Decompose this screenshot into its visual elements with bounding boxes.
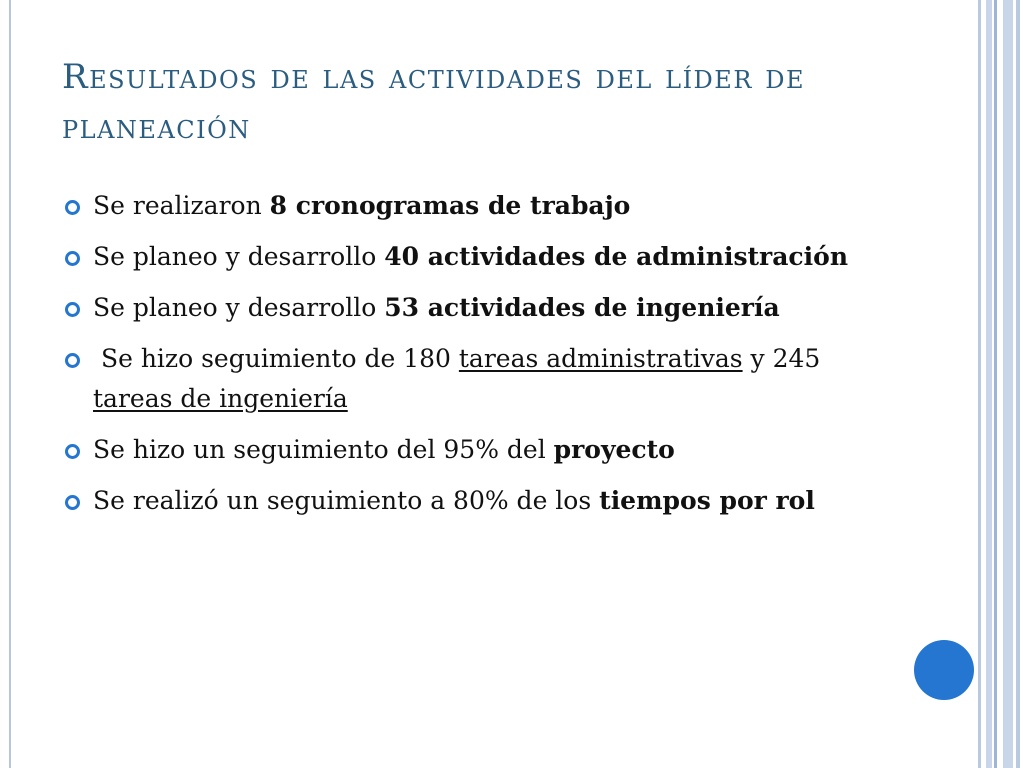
bullet-item — [64, 237, 864, 277]
bullet-bold-text: 8 cronogramas de trabajo — [269, 191, 631, 220]
bullet-text: Se planeo y desarrollo — [93, 242, 385, 271]
ring-bullet-icon — [65, 444, 80, 459]
right-stripe — [1003, 0, 1013, 768]
ring-bullet-icon — [65, 495, 80, 510]
ring-bullet-icon — [65, 302, 80, 317]
bullet-item — [64, 339, 864, 419]
underlined-text: tareas administrativas — [458, 344, 743, 373]
bullet-text: y 245 — [742, 344, 829, 373]
bullet-text: Se planeo y desarrollo — [93, 293, 385, 322]
ring-bullet-icon — [65, 251, 80, 266]
ring-bullet-icon — [65, 353, 80, 368]
bullet-item — [64, 186, 864, 226]
slide-title: Resultados de las actividades del líder de planeación — [62, 57, 805, 147]
ring-bullet-icon — [65, 200, 80, 215]
bullet-item — [64, 481, 864, 521]
right-stripe — [1016, 0, 1020, 768]
bullet-bold-text: 40 actividades de administración — [384, 242, 849, 271]
blue-circle-icon — [914, 640, 974, 700]
bullet-list — [64, 186, 864, 532]
bullet-text: Se realizaron — [93, 191, 270, 220]
bullet-text: Se hizo seguimiento de 180 — [93, 344, 459, 373]
right-stripe — [986, 0, 992, 768]
left-border-line — [9, 0, 11, 768]
bullet-bold-text: 53 actividades de ingeniería — [384, 293, 780, 322]
right-stripe — [994, 0, 997, 768]
underlined-text: tareas de ingeniería — [93, 384, 348, 413]
right-stripe — [978, 0, 981, 768]
bullet-text: Se realizó un seguimiento a 80% de los — [93, 486, 600, 515]
bullet-bold-text: proyecto — [553, 435, 675, 464]
bullet-item — [64, 288, 864, 328]
bullet-bold-text: tiempos por rol — [599, 486, 815, 515]
bullet-item — [64, 430, 864, 470]
bullet-text: Se hizo un seguimiento del 95% del — [93, 435, 554, 464]
